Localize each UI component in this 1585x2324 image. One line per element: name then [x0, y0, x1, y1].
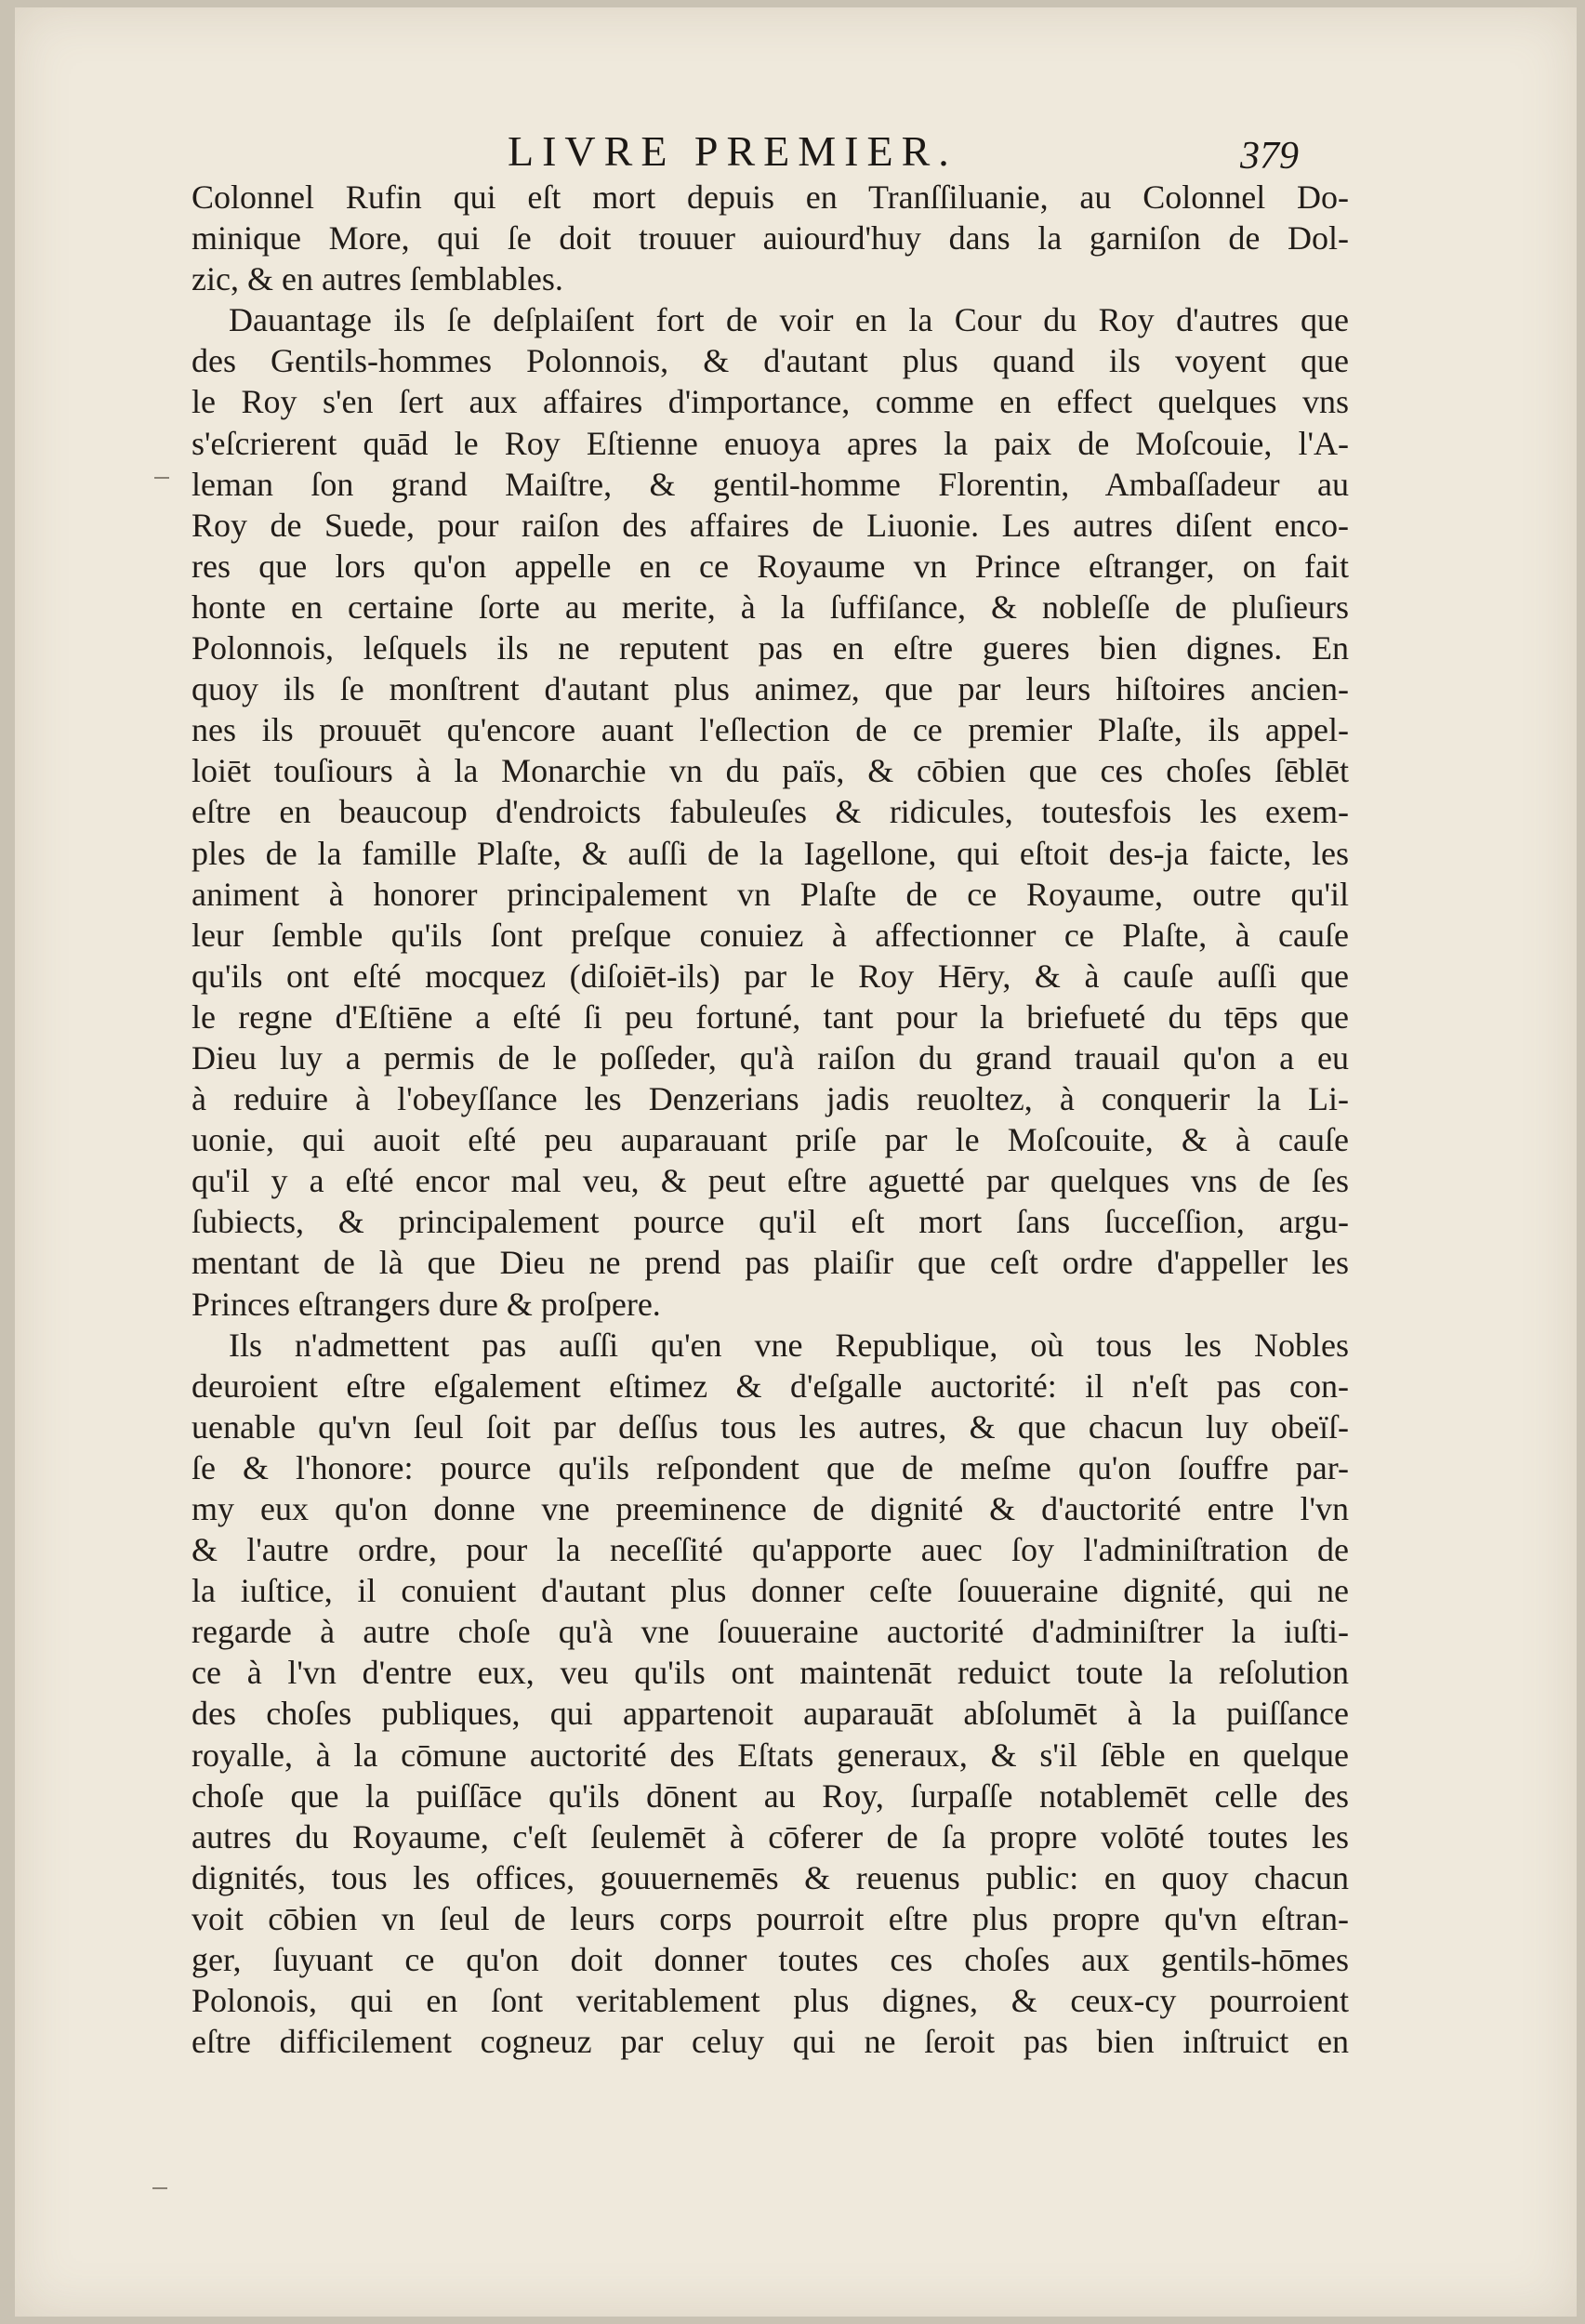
text-line: la iuſtice, il conuient d'autant plus donner ceſte ſouueraine dignité, qui ne	[192, 1572, 1349, 1610]
paragraph-start-line: Dauantage ils ſe deſplaiſent fort de voir en la Cour du Roy d'autres que	[229, 301, 1349, 339]
text-line: eſtre difficilement cogneuz par celuy qui ne ſeroit pas bien inſtruict en	[192, 2023, 1349, 2061]
text-line: Polonois, qui en ſont veritablement plus dignes, & ceux-cy pourroient	[192, 1982, 1349, 2020]
text-line: autres du Royaume, c'eſt ſeulemēt à cōferer de ſa propre volōté toutes les	[192, 1817, 1349, 1855]
text-line: deuroient eſtre eſgalement eſtimez & d'eſgalle auctorité: il n'eſt pas con-	[192, 1367, 1349, 1405]
text-line: ſe & l'honore: pource qu'ils reſpondent que de meſme qu'on ſouffre par-	[192, 1448, 1349, 1486]
text-line: quoy ils ſe monſtrent d'autant plus animez, que par leurs hiſtoires ancien-	[192, 670, 1349, 708]
text-line: Roy de Suede, pour raiſon des affaires de Liuonie. Les autres diſent enco-	[192, 506, 1349, 544]
text-line: le regne d'Eſtiēne a eſté ſi peu fortuné, tant pour la briefueté du tēps que	[192, 997, 1349, 1036]
book-page	[15, 7, 1577, 2317]
text-line: eſtre en beaucoup d'endroicts fabuleuſes & ridicules, toutesfois les exem-	[192, 793, 1349, 831]
text-line: ce à l'vn d'entre eux, veu qu'ils ont maintenāt reduict toute la reſolution	[192, 1654, 1349, 1692]
text-line: à reduire à l'obeyſſance les Denzerians jadis reuoltez, à conquerir la Li-	[192, 1080, 1349, 1118]
text-line: & l'autre ordre, pour la neceſſité qu'apporte auec ſoy l'adminiſtration de	[192, 1531, 1349, 1569]
text-line: ger, ſuyuant ce qu'on doit donner toutes ces choſes aux gentils-hōmes	[192, 1941, 1349, 1979]
text-line: regarde à autre choſe qu'à vne ſouueraine auctorité d'adminiſtrer la iuſti-	[192, 1613, 1349, 1651]
text-line: leman ſon grand Maiſtre, & gentil-homme Florentin, Ambaſſadeur au	[192, 465, 1349, 503]
text-line: s'eſcrierent quād le Roy Eſtienne enuoya apres la paix de Moſcouie, l'A-	[192, 424, 1349, 462]
text-line: uenable qu'vn ſeul ſoit par deſſus tous les autres, & que chacun luy obeïſ-	[192, 1407, 1349, 1446]
text-line: choſe que la puiſſāce qu'ils dōnent au Roy, ſurpaſſe notablemēt celle des	[192, 1776, 1349, 1815]
text-line: des Gentils-hommes Polonnois, & d'autant plus quand ils voyent que	[192, 342, 1349, 380]
running-title: LIVRE PREMIER.	[508, 127, 958, 175]
text-line: honte en certaine ſorte au merite, à la ſuffiſance, & nobleſſe de pluſieurs	[192, 588, 1349, 626]
text-line: uonie, qui auoit eſté peu auparauant priſe par le Moſcouite, & à cauſe	[192, 1121, 1349, 1159]
text-line: des choſes publiques, qui appartenoit auparauāt abſolumēt à la puiſſance	[192, 1695, 1349, 1733]
text-line: voit cōbien vn ſeul de leurs corps pourroit eſtre plus propre qu'vn eſtran-	[192, 1899, 1349, 1937]
page-number: 379	[1240, 135, 1299, 178]
text-line: qu'ils ont eſté mocquez (diſoiēt-ils) par le Roy Hēry, & à cauſe auſſi que	[192, 957, 1349, 995]
text-line: royalle, à la cōmune auctorité des Eſtats generaux, & s'il ſēble en quelque	[192, 1736, 1349, 1774]
text-line: minique More, qui ſe doit trouuer auiourd'huy dans la garniſon de Dol-	[192, 219, 1349, 257]
text-line: mentant de là que Dieu ne prend pas plaiſir que ceſt ordre d'appeller les	[192, 1244, 1349, 1282]
text-line: Polonnois, leſquels ils ne reputent pas en eſtre gueres bien dignes. En	[192, 629, 1349, 667]
text-line: Colonnel Rufin qui eſt mort depuis en Tranſſiluanie, au Colonnel Do-	[192, 178, 1349, 216]
text-line: animent à honorer principalement vn Plaſte de ce Royaume, outre qu'il	[192, 875, 1349, 913]
text-line: loiēt touſiours à la Monarchie vn du païs, & cōbien que ces choſes ſēblēt	[192, 752, 1349, 790]
margin-mark	[154, 477, 169, 479]
text-line: my eux qu'on donne vne preeminence de dignité & d'auctorité entre l'vn	[192, 1490, 1349, 1527]
text-line: nes ils prouuēt qu'encore auant l'eſlection de ce premier Plaſte, ils appel-	[192, 711, 1349, 749]
body-text	[192, 177, 1349, 2062]
page-header	[15, 126, 1577, 182]
text-line: le Roy s'en ſert aux affaires d'importance, comme en effect quelques vns	[192, 383, 1349, 421]
text-line: Princes eſtrangers dure & proſpere.	[192, 1285, 661, 1323]
text-line: dignités, tous les offices, gouuernemēs & reuenus public: en quoy chacun	[192, 1858, 1349, 1896]
text-line: Dieu luy a permis de le poſſeder, qu'à raiſon du grand trauail qu'on a eu	[192, 1038, 1349, 1076]
text-line: qu'il y a eſté encor mal veu, & peut eſtre aguetté par quelques vns de ſes	[192, 1162, 1349, 1200]
text-line: zic, & en autres ſemblables.	[192, 260, 563, 298]
text-line: ſubiects, & principalement pource qu'il eſt mort ſans ſucceſſion, argu-	[192, 1203, 1349, 1241]
text-line: ples de la famille Plaſte, & auſſi de la Iagellone, qui eſtoit des-ja faicte, les	[192, 834, 1349, 872]
text-line: leur ſemble qu'ils ſont preſque conuiez à affectionner ce Plaſte, à cauſe	[192, 916, 1349, 954]
margin-mark	[152, 2187, 167, 2189]
paragraph-start-line: Ils n'admettent pas auſſi qu'en vne Republique, où tous les Nobles	[229, 1326, 1349, 1364]
text-line: res que lors qu'on appelle en ce Royaume vn Prince eſtranger, on fait	[192, 547, 1349, 585]
